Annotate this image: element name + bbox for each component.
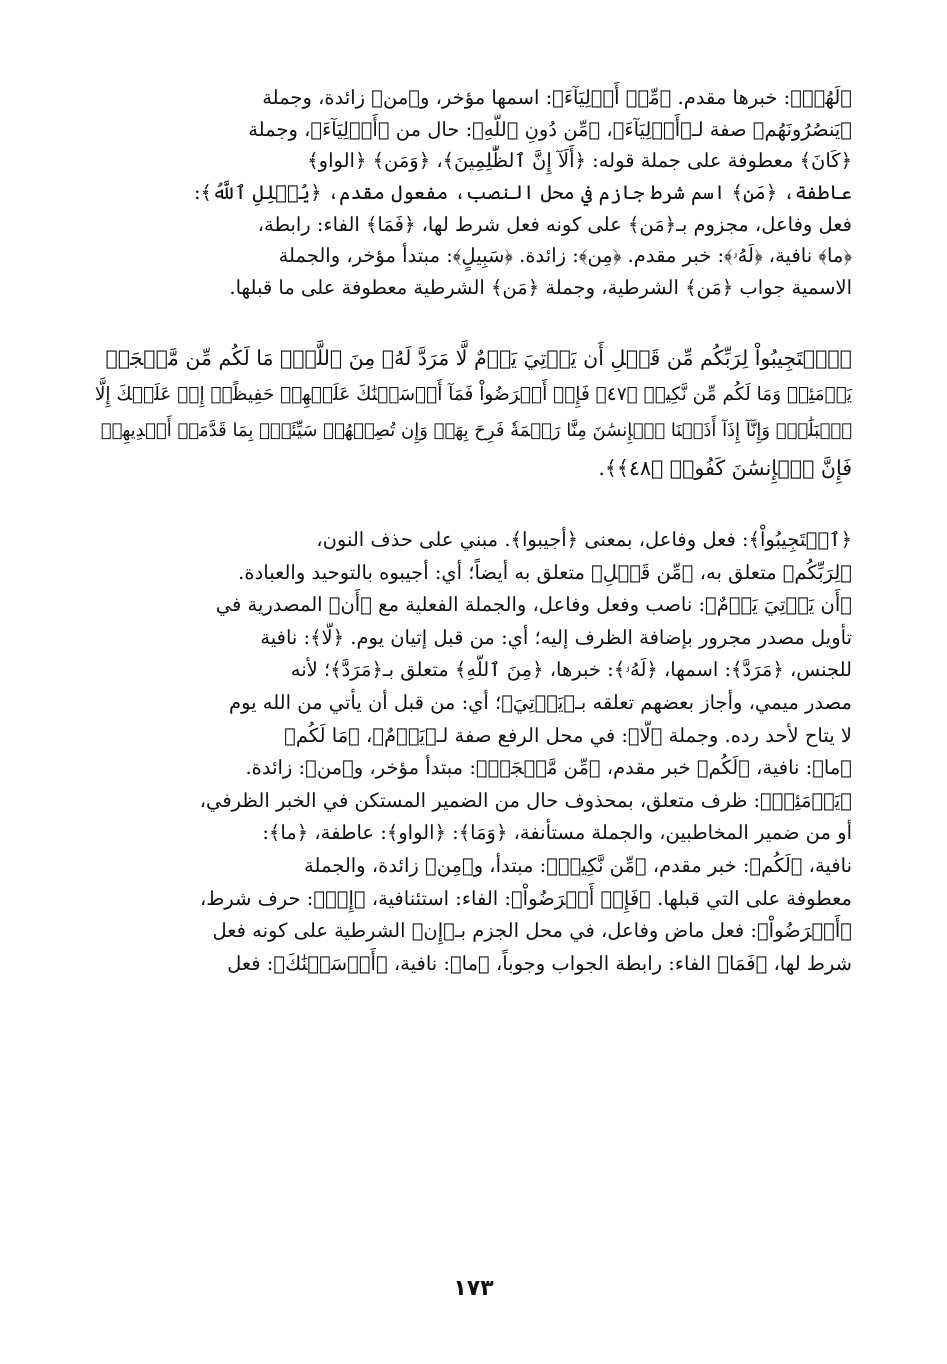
verse-line: ﴿ٱسۡتَجِيبُواْ لِرَبِّكُم مِّن قَبۡلِ أَن يَأۡتِيَ يَوۡمٌ لَّا مَرَدَّ لَهُۥ مِنَ ٱللَّهِۚ مَا لَكُم مِّن مَّلۡجَإٖ: [105, 345, 852, 370]
text-line: للجنس، ﴿مَرَدَّ﴾: اسمها، ﴿لَهُۥ﴾: خبرها، ﴿مِنَ ٱللَّهِ﴾ متعلق بـ﴿مَرَدَّ﴾؛ لأنه: [290, 658, 852, 682]
text-line: ﴿أَن يَأۡتِيَ يَوۡمٌ﴾: ناصب وفعل وفاعل، والجملة الفعلية مع ﴿أَن﴾ المصدرية في: [215, 593, 852, 617]
verse-line: فَإِنَّ ٱلۡإِنسَٰنَ كَفُورٞ ﴿٤٨﴾﴾.: [598, 456, 852, 481]
verse-line: ٱلۡبَلَٰغُۗ وَإِنَّآ إِذَآ أَذَقۡنَا ٱلۡإِنسَٰنَ مِنَّا رَحۡمَةٗ فَرِحَ بِهَاۖ وَإِن تُصِبۡهُمۡ سَيِّئَةُۢ بِمَا قَدَّمَتۡ أَيۡدِيهِمۡ: [100, 420, 852, 442]
text-line: تأويل مصدر مجرور بإضافة الظرف إليه؛ أي: من قبل إتيان يوم. ﴿لَّا﴾: نافية: [260, 625, 852, 649]
verse-line: يَوۡمَئِذٖ وَمَا لَكُم مِّن نَّكِيرٖ ﴿٤٧﴾ فَإِنۡ أَعۡرَضُواْ فَمَآ أَرۡسَلۡنَٰكَ عَلَيۡهِمۡ حَفِيظًاۖ إِنۡ عَلَيۡكَ إِلَّا: [95, 383, 852, 405]
grammar-analysis-section-1: [95, 82, 852, 304]
text-line: ﴿يَوۡمَئِذٖ﴾: ظرف متعلق، بمحذوف حال من الضمير المستكن في الخبر الظرفي،: [199, 788, 852, 812]
text-line: ﴿لِرَبِّكُم﴾ متعلق به، ﴿مِّن قَبۡلِ﴾ متعلق به أيضاً؛ أي: أجيبوه بالتوحيد والعبادة.: [238, 560, 852, 584]
text-line: عاطفة، ﴿مَن﴾ اسم شرط جازم في محل النصب، مفعول مقدم، ﴿يُضۡلِلِ ٱللَّهُ﴾:: [193, 181, 852, 205]
page-number: ١٧٣: [453, 1276, 494, 1301]
text-line: ﴿ما﴾: نافية، ﴿لَكُم﴾ خبر مقدم، ﴿مِّن مَّلۡجَإٖ﴾: مبتدأ مؤخر، و﴿من﴾: زائدة.: [245, 756, 852, 780]
text-line: لا يتاح لأحد رده. وجملة ﴿لَّا﴾: في محل الرفع صفة لـ﴿يَوۡمٌ﴾، ﴿مَا لَكُم﴾: [284, 723, 852, 747]
text-line: ﴿ما﴾ نافية، ﴿لَهُۥ﴾: خبر مقدم. ﴿مِن﴾: زائدة. ﴿سَبِيلٍ﴾: مبتدأ مؤخر، والجملة: [278, 244, 852, 268]
text-line: ﴿ٱسۡتَجِيبُواْ﴾: فعل وفاعل، بمعنى ﴿أجيبوا﴾. مبني على حذف النون،: [316, 528, 852, 551]
text-line: فعل وفاعل، مجزوم بـ﴿مَن﴾ على كونه فعل شرط لها، ﴿فَمَا﴾ الفاء: رابطة،: [257, 212, 852, 236]
quran-verse-block: [95, 340, 852, 487]
text-line: ﴿أَعۡرَضُواْ﴾: فعل ماض وفاعل، في محل الجزم بـ﴿إِن﴾ الشرطية على كونه فعل: [212, 919, 852, 943]
text-line: مصدر ميمي، وأجاز بعضهم تعلقه بـ﴿يَأۡتِيَ﴾؛ أي: من قبل أن يأتي من الله يوم: [229, 690, 852, 714]
grammar-analysis-section-2: [95, 524, 852, 980]
text-line: أو من ضمير المخاطبين، والجملة مستأنفة، ﴿وَمَا﴾: ﴿الواو﴾: عاطفة، ﴿ما﴾:: [262, 821, 852, 845]
text-line: شرط لها، ﴿فَمَا﴾ الفاء: رابطة الجواب وجوباً، ﴿ما﴾: نافية، ﴿أَرۡسَلۡنَٰكَ﴾: فعل: [227, 951, 852, 975]
text-line: ﴿يَنصُرُونَهُم﴾ صفة لـ﴿أَوۡلِيَآءَ﴾، ﴿مِّن دُونِ ٱللَّهِ﴾: حال من ﴿أَوۡلِيَآءَ﴾، وجملة: [248, 117, 852, 141]
text-line: الاسمية جواب ﴿مَن﴾ الشرطية، وجملة ﴿مَن﴾ الشرطية معطوفة على ما قبلها.: [229, 276, 852, 300]
text-line: ﴿لَهُمۡ﴾: خبرها مقدم. ﴿مِّنۡ أَوۡلِيَآءَ﴾: اسمها مؤخر، و﴿من﴾ زائدة، وجملة: [262, 86, 852, 109]
text-line: ﴿كَانَ﴾ معطوفة على جملة قوله: ﴿أَلَآ إِنَّ ٱلظَّٰلِمِينَ﴾، ﴿وَمَن﴾ ﴿الواو﴾: [307, 149, 852, 173]
text-line: معطوفة على التي قبلها. ﴿فَإِنۡ أَعۡرَضُواْ﴾: الفاء: استئنافية، ﴿إِنۡ﴾: حرف شرط،: [199, 886, 852, 910]
text-line: نافية، ﴿لَكُم﴾: خبر مقدم، ﴿مِّن نَّكِيرٖ﴾: مبتدأ، و﴿مِن﴾ زائدة، والجملة: [304, 853, 852, 877]
